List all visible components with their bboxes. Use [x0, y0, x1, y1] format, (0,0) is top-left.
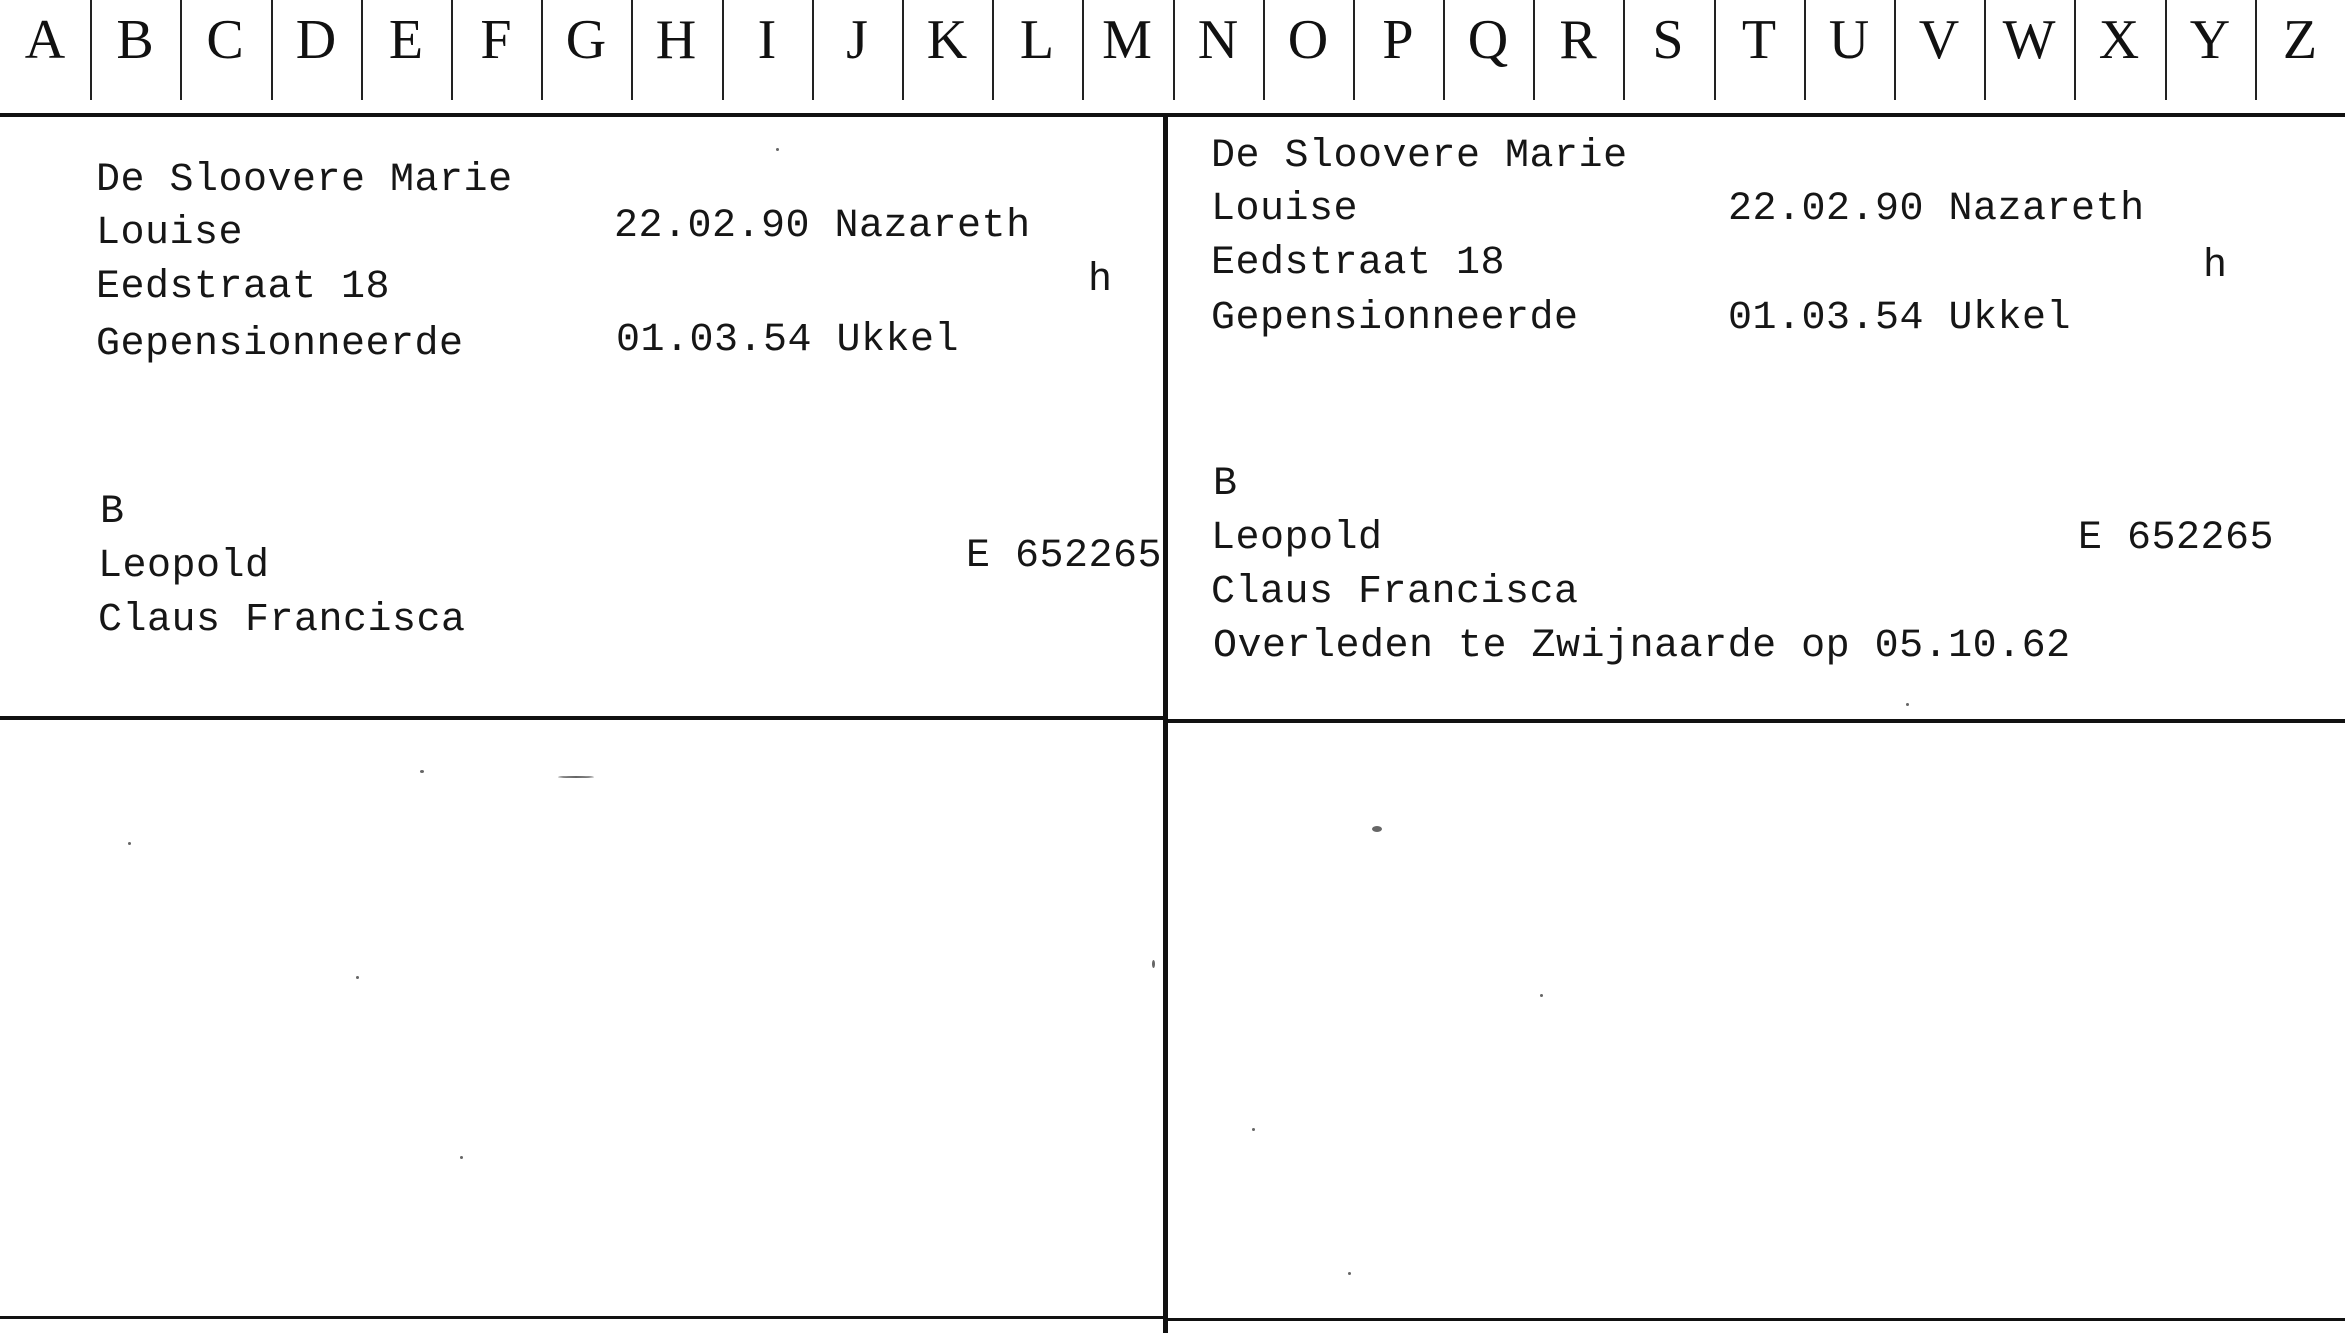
alphabet-separator [1623, 0, 1625, 100]
scan-speck [1152, 960, 1155, 968]
alphabet-letter-r: R [1559, 9, 1597, 71]
right-card-rule [1168, 719, 2345, 723]
alphabet-index-strip [0, 0, 2345, 117]
scan-speck [1540, 994, 1543, 997]
left-status: B [100, 490, 125, 535]
alphabet-letter-m: M [1102, 9, 1152, 71]
alphabet-separator [1804, 0, 1806, 100]
scan-speck [776, 148, 779, 151]
alphabet-separator [2074, 0, 2076, 100]
alphabet-separator [1533, 0, 1535, 100]
alphabet-letter-g: G [565, 9, 607, 71]
alphabet-letter-n: N [1197, 9, 1239, 71]
scan-speck [1348, 1272, 1351, 1275]
alphabet-letter-t: T [1741, 9, 1777, 71]
right-id-number: E 652265 [2078, 516, 2275, 561]
alphabet-separator [812, 0, 814, 100]
alphabet-separator [1894, 0, 1896, 100]
alphabet-separator [722, 0, 724, 100]
alphabet-letter-o: O [1287, 9, 1329, 71]
alphabet-letter-f: F [480, 9, 512, 71]
alphabet-letter-k: K [926, 9, 968, 71]
alphabet-letter-q: Q [1467, 9, 1509, 71]
alphabet-separator [2255, 0, 2257, 100]
left-name-line2: Louise [96, 211, 244, 256]
scan-speck [356, 976, 359, 979]
alphabet-separator [1443, 0, 1445, 100]
right-gender: h [2203, 244, 2228, 289]
left-card-bottom-rule [0, 1316, 1163, 1319]
left-occupation: Gepensionneerde [96, 322, 464, 367]
alphabet-letter-v: V [1918, 9, 1960, 71]
left-name-line1: De Sloovere Marie [96, 158, 513, 203]
right-occupation: Gepensionneerde [1211, 296, 1579, 341]
alphabet-separator [1984, 0, 1986, 100]
left-gender: h [1088, 258, 1113, 303]
right-name-line2: Louise [1211, 187, 1359, 232]
alphabet-letter-z: Z [2282, 9, 2318, 71]
card-divider-vertical [1163, 117, 1168, 1333]
alphabet-separator [90, 0, 92, 100]
alphabet-separator [902, 0, 904, 100]
scan-speck [1906, 703, 1909, 706]
right-birth: 22.02.90 Nazareth [1728, 187, 2145, 232]
right-mother: Claus Francisca [1211, 570, 1579, 615]
alphabet-letter-p: P [1382, 9, 1414, 71]
alphabet-separator [992, 0, 994, 100]
right-death-note: Overleden te Zwijnaarde op 05.10.62 [1213, 624, 2071, 669]
alphabet-letter-e: E [388, 9, 424, 71]
scan-speck [128, 842, 131, 845]
scan-speck [1252, 1128, 1255, 1131]
alphabet-separator [1714, 0, 1716, 100]
left-birth: 22.02.90 Nazareth [614, 204, 1031, 249]
scan-speck [420, 770, 424, 773]
left-father: Leopold [98, 544, 270, 589]
left-mother: Claus Francisca [98, 598, 466, 643]
left-registration: 01.03.54 Ukkel [616, 318, 960, 363]
alphabet-letter-w: W [2002, 9, 2056, 71]
alphabet-letter-b: B [116, 9, 154, 71]
alphabet-letter-u: U [1828, 9, 1870, 71]
right-card-bottom-rule [1168, 1318, 2345, 1321]
scan-speck [558, 776, 594, 778]
alphabet-letter-i: I [757, 9, 777, 71]
alphabet-separator [271, 0, 273, 100]
left-id-number: E 652265 [966, 534, 1163, 579]
right-registration: 01.03.54 Ukkel [1728, 296, 2072, 341]
right-name-line1: De Sloovere Marie [1211, 134, 1628, 179]
alphabet-letter-h: H [655, 9, 697, 71]
alphabet-letter-s: S [1652, 9, 1684, 71]
alphabet-letter-l: L [1019, 9, 1055, 71]
alphabet-separator [2165, 0, 2167, 100]
left-card-rule [0, 716, 1163, 720]
right-status: B [1213, 462, 1238, 507]
alphabet-separator [451, 0, 453, 100]
right-street: Eedstraat 18 [1211, 241, 1506, 286]
alphabet-letter-c: C [206, 9, 244, 71]
alphabet-separator [180, 0, 182, 100]
alphabet-letter-y: Y [2189, 9, 2231, 71]
alphabet-separator [361, 0, 363, 100]
alphabet-letter-j: J [846, 9, 868, 71]
alphabet-letter-d: D [295, 9, 337, 71]
alphabet-separator [1082, 0, 1084, 100]
scan-speck [1372, 826, 1382, 832]
alphabet-letter-a: A [24, 9, 66, 71]
scan-speck [460, 1156, 463, 1159]
alphabet-separator [631, 0, 633, 100]
alphabet-letter-x: X [2098, 9, 2140, 71]
alphabet-separator [1263, 0, 1265, 100]
alphabet-separator [1173, 0, 1175, 100]
alphabet-separator [1353, 0, 1355, 100]
left-street: Eedstraat 18 [96, 265, 391, 310]
right-father: Leopold [1211, 516, 1383, 561]
alphabet-separator [541, 0, 543, 100]
